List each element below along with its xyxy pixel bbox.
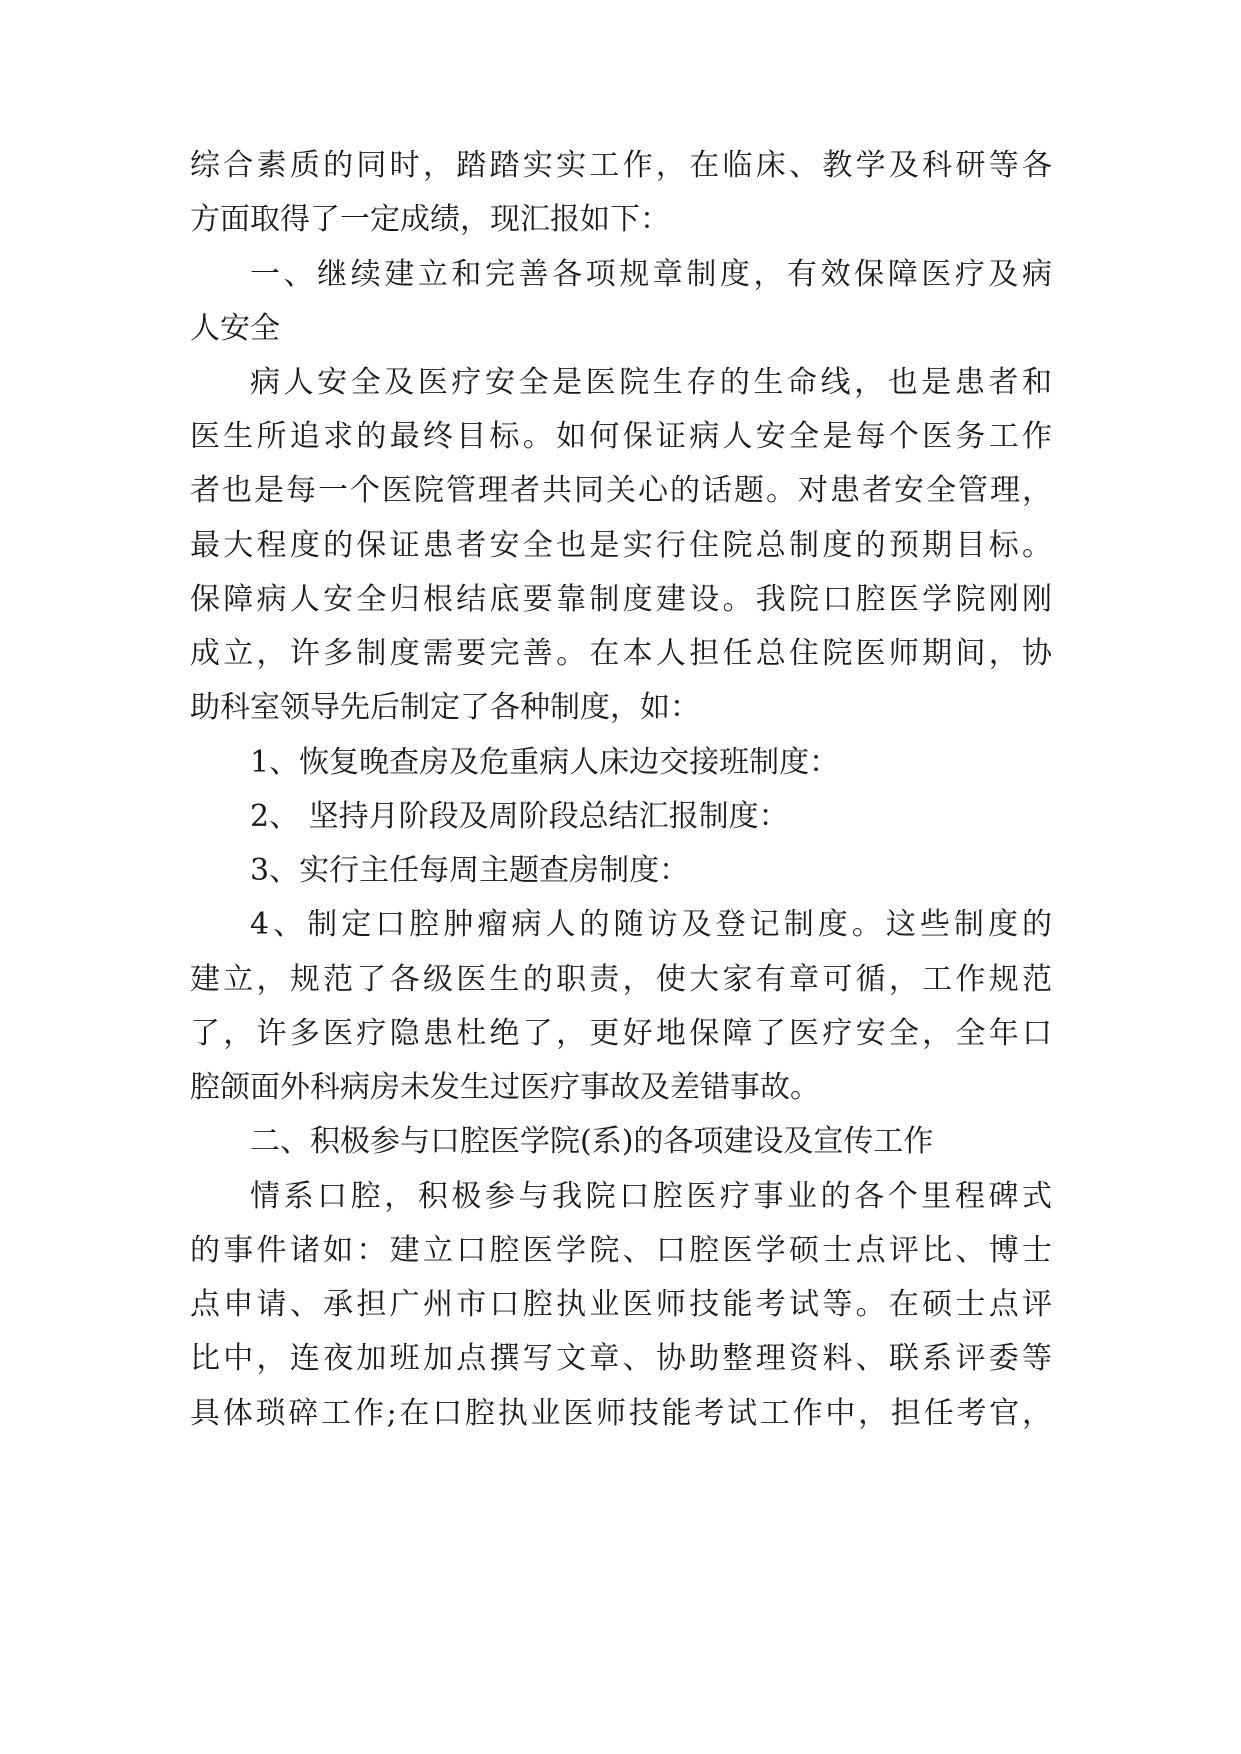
text-line: 方面取得了一定成绩，现汇报如下： bbox=[190, 202, 670, 237]
list-item: 3、实行主任每周主题查房制度： bbox=[250, 853, 690, 888]
text-line: 成立，许多制度需要完善。在本人担任总住院医师期间，协 bbox=[190, 636, 1052, 671]
text-line: 的事件诸如：建立口腔医学院、口腔医学硕士点评比、博士 bbox=[190, 1233, 1052, 1268]
list-item: 4、制定口腔肿瘤病人的随访及登记制度。这些制度的 bbox=[250, 907, 1052, 942]
text-line: 情系口腔，积极参与我院口腔医疗事业的各个里程碑式 bbox=[250, 1179, 1052, 1214]
section-heading: 一、继续建立和完善各项规章制度，有效保障医疗及病 bbox=[250, 257, 1052, 292]
section-heading: 二、积极参与口腔医学院(系)的各项建设及宣传工作 bbox=[250, 1124, 934, 1159]
text-line: 病人安全及医疗安全是医院生存的生命线，也是患者和 bbox=[250, 365, 1052, 400]
text-line: 建立，规范了各级医生的职责，使大家有章可循，工作规范 bbox=[190, 962, 1052, 997]
text-line: 了，许多医疗隐患杜绝了，更好地保障了医疗安全，全年口 bbox=[190, 1016, 1052, 1051]
text-line: 比中，连夜加班加点撰写文章、协助整理资料、联系评委等 bbox=[190, 1341, 1052, 1376]
text-line: 腔颌面外科病房未发生过医疗事故及差错事故。 bbox=[190, 1070, 820, 1105]
text-line: 助科室领导先后制定了各种制度，如： bbox=[190, 690, 700, 725]
text-line: 医生所追求的最终目标。如何保证病人安全是每个医务工作 bbox=[190, 419, 1052, 454]
list-item: 2、 坚持月阶段及周阶段总结汇报制度： bbox=[250, 799, 789, 834]
text-line: 点申请、承担广州市口腔执业医师技能考试等。在硕士点评 bbox=[190, 1287, 1052, 1322]
text-line: 保障病人安全归根结底要靠制度建设。我院口腔医学院刚刚 bbox=[190, 582, 1052, 617]
text-line: 者也是每一个医院管理者共同关心的话题。对患者安全管理， bbox=[190, 473, 1052, 508]
text-line: 最大程度的保证患者安全也是实行住院总制度的预期目标。 bbox=[190, 528, 1052, 563]
text-line: 具体琐碎工作;在口腔执业医师技能考试工作中，担任考官， bbox=[190, 1396, 1052, 1431]
text-line: 综合素质的同时，踏踏实实工作，在临床、教学及科研等各 bbox=[190, 148, 1052, 183]
section-heading-cont: 人安全 bbox=[190, 311, 280, 346]
list-item: 1、恢复晚查房及危重病人床边交接班制度： bbox=[250, 745, 840, 780]
